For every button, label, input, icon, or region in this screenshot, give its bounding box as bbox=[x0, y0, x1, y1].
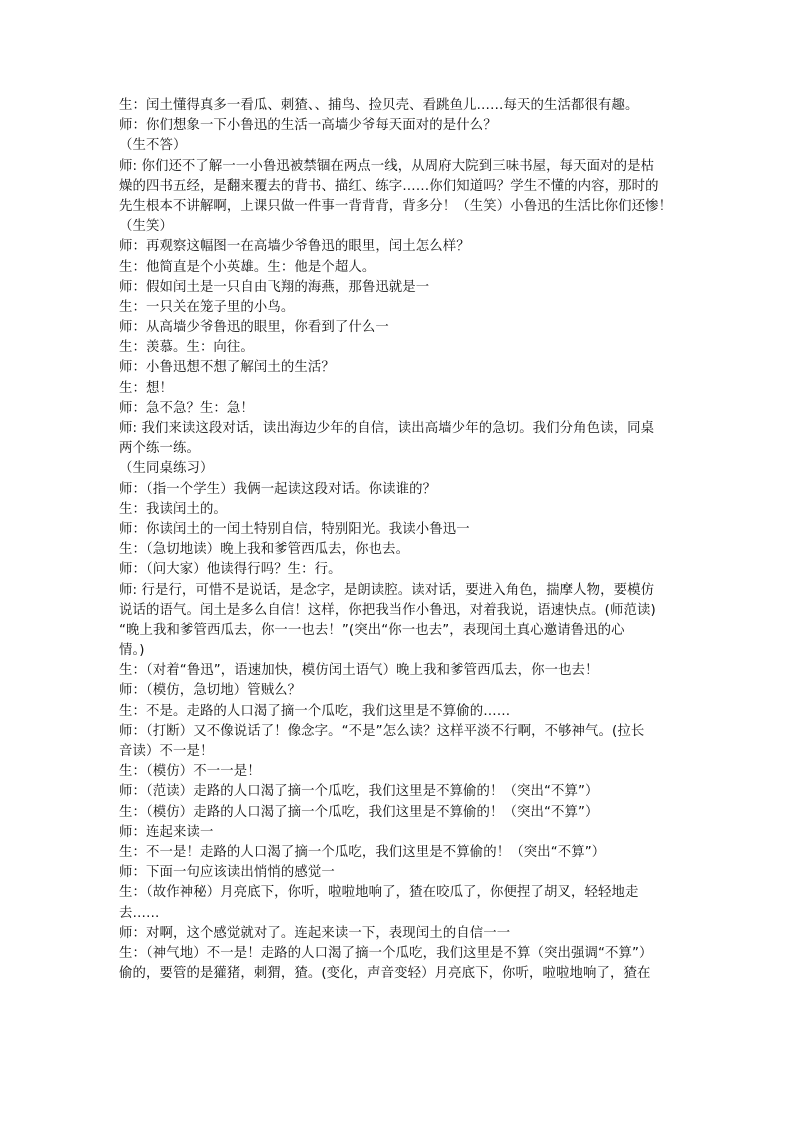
text-line: 生：（故作神秘）月亮底下，你听，啦啦地响了，猹在咬瓜了，你便捏了胡叉，轻轻地走 bbox=[119, 885, 639, 901]
text-line: 两个练一练。 bbox=[119, 441, 200, 457]
document-page bbox=[119, 96, 679, 984]
text-line: 师：下面一句应该读出悄悄的感觉一 bbox=[119, 865, 335, 881]
text-line: （生不答） bbox=[119, 138, 187, 154]
text-line: 去…… bbox=[119, 905, 160, 921]
text-line: 师：（模仿，急切地）管贼么？ bbox=[119, 683, 302, 699]
text-line: “晚上我和爹管西瓜去，你一一也去！”(突出“你一也去”，表现闰土真心邀请鲁迅的心 bbox=[119, 622, 625, 638]
text-line: 师：对啊，这个感觉就对了。连起来读一下，表现闰土的自信一一 bbox=[119, 925, 511, 941]
text-line: 生：（对着“鲁迅”，语速加快，模仿闰土语气）晚上我和爹管西瓜去，你一也去！ bbox=[119, 663, 599, 679]
text-line: 说话的语气。闰土是多么自信！这样，你把我当作小鲁迅，对着我说，语速快点。(师范读) bbox=[119, 602, 656, 618]
text-line: 情。) bbox=[119, 643, 145, 659]
text-line: 燥的四书五经，是翻来覆去的背书、描红、练字……你们知道吗？学生不懂的内容，那时的 bbox=[119, 178, 659, 194]
text-line: 师：急不急？生：急！ bbox=[119, 400, 254, 416]
text-line: 师: 你们还不了解一一小鲁迅被禁锢在两点一线，从周府大院到三味书屋，每天面对的是枯 bbox=[119, 158, 655, 174]
text-line: 师：你读闰土的一闰土特别自信，特别阳光。我读小鲁迅一 bbox=[119, 521, 470, 537]
text-line: 先生根本不讲解啊，上课只做一件事一背背背，背多分！（生笑）小鲁迅的生活比你们还惨！ bbox=[119, 198, 673, 214]
text-line: 师：连起来读一 bbox=[119, 824, 214, 840]
text-line: 生：我读闰土的。 bbox=[119, 501, 227, 517]
text-line: 生：闰土懂得真多一看瓜、刺猹、、捕鸟、捡贝壳、看跳鱼儿……每天的生活都很有趣。 bbox=[119, 98, 639, 113]
text-line: 生：（神气地）不一是！走路的人口渴了摘一个瓜吃，我们这里是不算（突出强调“不算”） bbox=[119, 945, 653, 961]
text-line: 生：（模仿）不一一是！ bbox=[119, 764, 261, 780]
text-line: 生：羡慕。生：向往。 bbox=[119, 340, 254, 356]
text-line: 师：你们想象一下小鲁迅的生活一高墙少爷每天面对的是什么？ bbox=[119, 118, 497, 134]
text-line: 生：想！ bbox=[119, 380, 173, 396]
text-line: （生同桌练习） bbox=[119, 461, 214, 477]
text-line: 师：（打断）又不像说话了！像念字。“不是”怎么读？这样平淡不行啊，不够神气。(拉长 bbox=[119, 723, 645, 739]
text-line: （生笑） bbox=[119, 219, 173, 235]
text-line: 生：他简直是个小英雄。生：他是个超人。 bbox=[119, 259, 376, 275]
text-line: 师: 我们来读这段对话，读出海边少年的自信，读出高墙少年的急切。我们分角色读，同桌 bbox=[119, 421, 655, 436]
text-line: 师：再观察这幅图一在高墙少爷鲁迅的眼里，闰土怎么样？ bbox=[119, 239, 470, 255]
text-line: 生：不一是！走路的人口渴了摘一个瓜吃，我们这里是不算偷的！（突出“不算”） bbox=[119, 844, 606, 860]
text-line: 生：（急切地读）晚上我和爹管西瓜去，你也去。 bbox=[119, 542, 410, 558]
text-line: 师：（指一个学生）我俩一起读这段对话。你读谁的？ bbox=[119, 481, 437, 497]
text-line: 师: 行是行，可惜不是说话，是念字，是朗读腔。读对话，要进入角色，揣摩人物，要模仿 bbox=[119, 582, 655, 598]
text-line: 师：假如闰土是一只自由飞翔的海燕，那鲁迅就是一 bbox=[119, 279, 430, 295]
text-line: 师：从高墙少爷鲁迅的眼里，你看到了什么一 bbox=[119, 320, 389, 336]
text-line: 师：（范读）走路的人口渴了摘一个瓜吃，我们这里是不算偷的！（突出“不算”） bbox=[119, 784, 599, 800]
text-line: 生：不是。走路的人口渴了摘一个瓜吃，我们这里是不算偷的…… bbox=[119, 703, 511, 719]
text-line: 偷的，要管的是獾猪，刺猬，猹。(变化，声音变轻）月亮底下，你听，啦啦地响了，猹在 bbox=[119, 966, 651, 982]
text-line: 生：一只关在笼子里的小鸟。 bbox=[119, 299, 295, 315]
text-line: 音读）不一是！ bbox=[119, 744, 214, 759]
text-line: 师：（问大家）他读得行吗？生：行。 bbox=[119, 562, 342, 578]
text-line: 生：（模仿）走路的人口渴了摘一个瓜吃，我们这里是不算偷的！（突出“不算”） bbox=[119, 804, 599, 820]
text-line: 师：小鲁迅想不想了解闰土的生活？ bbox=[119, 360, 335, 376]
